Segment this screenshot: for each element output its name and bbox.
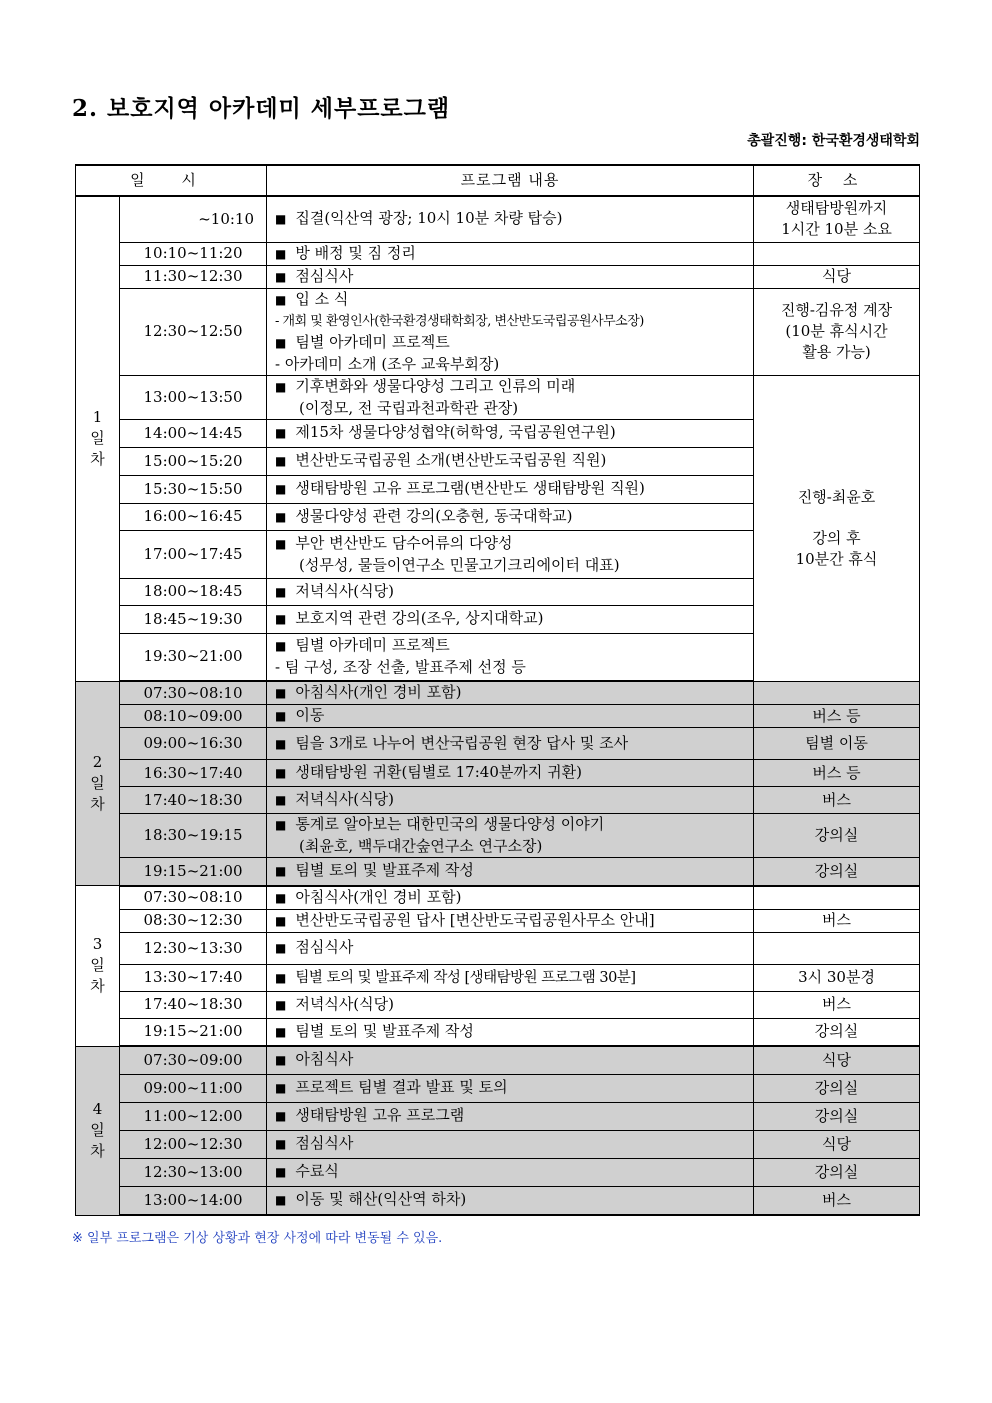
- program-cell: [267, 1074, 754, 1102]
- program-cell: [267, 858, 754, 886]
- program-text: 부안 변산반도 담수어류의 다양성: [295, 533, 513, 552]
- time-cell: ~10:10: [120, 196, 267, 242]
- day3-block: [76, 886, 920, 1047]
- table-row: [76, 858, 920, 886]
- bullet-icon: ■: [275, 793, 287, 807]
- program-cell: [267, 242, 754, 265]
- program-cell: [267, 814, 754, 858]
- day-label: 3 일 차: [76, 886, 120, 1047]
- place-cell: 강의실: [754, 1158, 920, 1186]
- place-cell: 버스 등: [754, 705, 920, 728]
- program-cell: [267, 1102, 754, 1130]
- program-text: 팀별 토의 및 발표주제 작성: [295, 861, 474, 880]
- program-text: 팀별 토의 및 발표주제 작성 [생태탐방원 프로그램 30분]: [295, 969, 636, 986]
- place-cell: 버스: [754, 909, 920, 932]
- program-text: 제15차 생물다양성협약(허학영, 국립공원연구원): [295, 423, 616, 441]
- program-cell: [267, 964, 754, 991]
- time-cell: 15:30~15:50: [120, 475, 267, 503]
- organizer-label: 총괄진행: 한국환경생태학회: [747, 133, 920, 149]
- table-row: [76, 932, 920, 964]
- day2-block: [76, 681, 920, 886]
- time-cell: 17:40~18:30: [120, 787, 267, 814]
- table-row: [76, 1018, 920, 1046]
- bullet-icon: ■: [275, 1137, 287, 1151]
- table-row: [76, 814, 920, 858]
- program-text: 이동: [295, 706, 325, 724]
- program-cell: [267, 1130, 754, 1158]
- time-cell: 19:15~21:00: [120, 858, 267, 886]
- program-text: 아침식사(개인 경비 포함): [295, 887, 462, 906]
- program-text: 팀별 아카데미 프로젝트: [295, 332, 450, 351]
- program-cell: [267, 991, 754, 1018]
- program-text: 점심식사: [295, 938, 354, 956]
- program-cell: [267, 909, 754, 932]
- table-row: [76, 1102, 920, 1130]
- time-cell: 14:00~14:45: [120, 419, 267, 447]
- bullet-icon: ■: [275, 509, 287, 524]
- place-cell: 강의실: [754, 1102, 920, 1130]
- day-label: 4 일 차: [76, 1046, 120, 1215]
- place-cell: 버스 등: [754, 760, 920, 787]
- table-row: [76, 728, 920, 760]
- table-row: [76, 681, 920, 705]
- place-cell: [754, 288, 920, 375]
- time-cell: 19:15~21:00: [120, 1018, 267, 1046]
- program-text: 아침식사: [295, 1050, 354, 1069]
- time-cell: 19:30~21:00: [120, 633, 267, 681]
- place-cell: 강의실: [754, 814, 920, 858]
- bullet-icon: ■: [275, 482, 287, 496]
- table-row: [76, 886, 920, 910]
- table-row: [76, 1186, 920, 1215]
- time-cell: 18:00~18:45: [120, 578, 267, 605]
- place-cell: 식당: [754, 1046, 920, 1074]
- bullet-icon: ■: [275, 335, 287, 350]
- program-subtext: - 아카데미 소개 (조우 교육부회장): [275, 354, 500, 373]
- time-cell: 15:00~15:20: [120, 447, 267, 475]
- program-text: 팀별 아카데미 프로젝트: [295, 636, 450, 655]
- program-cell: [267, 1186, 754, 1215]
- program-text: 변산반도국립공원 소개(변산반도국립공원 직원): [295, 451, 607, 469]
- program-text: 아침식사(개인 경비 포함): [295, 683, 462, 701]
- place-text: 강의 후: [812, 528, 861, 547]
- place-text: 진행-김유정 계장: [780, 301, 893, 319]
- place-cell: 식당: [754, 265, 920, 288]
- bullet-icon: ■: [275, 997, 287, 1012]
- place-text: 진행-최윤호: [797, 487, 876, 506]
- time-cell: 08:10~09:00: [120, 705, 267, 728]
- program-text: 생태탐방원 고유 프로그램(변산반도 생태탐방원 직원): [295, 479, 645, 497]
- header-program: 프로그램 내용: [267, 165, 754, 196]
- program-text: 팀을 3개로 나누어 변산국립공원 현장 답사 및 조사: [295, 733, 629, 752]
- time-cell: 11:00~12:00: [120, 1102, 267, 1130]
- place-cell: 강의실: [754, 1018, 920, 1046]
- place-cell: [754, 196, 920, 242]
- schedule-table: [75, 164, 920, 1216]
- table-row: [76, 909, 920, 932]
- bullet-icon: ■: [275, 1109, 287, 1123]
- bullet-icon: ■: [275, 639, 287, 654]
- program-text: 방 배정 및 짐 정리: [295, 243, 416, 262]
- place-text: 1시간 10분 소요: [781, 220, 892, 239]
- time-cell: 09:00~16:30: [120, 728, 267, 760]
- program-text: 생태탐방원 고유 프로그램: [295, 1106, 465, 1124]
- bullet-icon: ■: [275, 212, 287, 227]
- table-row: [76, 787, 920, 814]
- place-text: 생태탐방원까지: [785, 199, 888, 218]
- bullet-icon: ■: [275, 454, 287, 468]
- table-row: [76, 991, 920, 1018]
- bullet-icon: ■: [275, 864, 287, 879]
- time-cell: 13:00~14:00: [120, 1186, 267, 1215]
- bullet-icon: ■: [275, 709, 287, 723]
- program-cell: [267, 419, 754, 447]
- bullet-icon: ■: [275, 426, 287, 440]
- place-cell: 3시 30분경: [754, 964, 920, 991]
- table-row: [76, 964, 920, 991]
- time-cell: 07:30~08:10: [120, 681, 267, 705]
- place-cell: [754, 932, 920, 964]
- bullet-icon: ■: [275, 818, 287, 832]
- header-date: 일 시: [76, 165, 267, 196]
- program-cell: [267, 530, 754, 578]
- time-cell: 17:40~18:30: [120, 991, 267, 1018]
- place-cell: [754, 242, 920, 265]
- program-text: 프로젝트 팀별 결과 발표 및 토의: [295, 1078, 508, 1096]
- program-cell: [267, 1046, 754, 1074]
- program-subtext: (이정모, 전 국립과천과학관 관장): [299, 398, 519, 417]
- program-cell: [267, 633, 754, 681]
- bullet-icon: ■: [275, 379, 287, 394]
- program-cell: [267, 375, 754, 419]
- program-text: 점심식사: [295, 266, 354, 285]
- program-cell: [267, 265, 754, 288]
- program-text: 기후변화와 생물다양성 그리고 인류의 미래: [295, 376, 576, 395]
- program-cell: [267, 288, 754, 375]
- program-subtext: (성무성, 물들이연구소 민물고기크리에이터 대표): [299, 555, 620, 574]
- day4-block: [76, 1046, 920, 1215]
- bullet-icon: ■: [275, 766, 287, 780]
- place-cell-merged: [754, 375, 920, 681]
- bullet-icon: ■: [275, 1193, 287, 1208]
- program-cell: [267, 728, 754, 760]
- time-cell: 18:45~19:30: [120, 605, 267, 633]
- table-row: [76, 1074, 920, 1102]
- time-cell: 09:00~11:00: [120, 1074, 267, 1102]
- bullet-icon: ■: [275, 269, 287, 284]
- program-text: 생태탐방원 귀환(팀별로 17:40분까지 귀환): [295, 763, 582, 781]
- table-row: [76, 265, 920, 288]
- place-cell: 버스: [754, 1186, 920, 1215]
- place-cell: 식당: [754, 1130, 920, 1158]
- program-subtext: - 개회 및 환영인사(한국환경생태학회장, 변산반도국립공원사무소장): [275, 313, 644, 329]
- program-text: 저녁식사(식당): [295, 581, 394, 600]
- place-cell: 버스: [754, 787, 920, 814]
- time-cell: 12:30~13:30: [120, 932, 267, 964]
- program-cell: [267, 503, 754, 530]
- program-cell: [267, 760, 754, 787]
- footnote: ※ 일부 프로그램은 기상 상황과 현장 사정에 따라 변동될 수 있음.: [72, 1231, 443, 1246]
- program-cell: [267, 705, 754, 728]
- time-cell: 18:30~19:15: [120, 814, 267, 858]
- program-cell: [267, 605, 754, 633]
- bullet-icon: ■: [275, 970, 287, 985]
- table-row: [76, 1158, 920, 1186]
- time-cell: 08:30~12:30: [120, 909, 267, 932]
- table-row: [76, 375, 920, 419]
- place-cell: [754, 886, 920, 910]
- program-text: 점심식사: [295, 1134, 354, 1152]
- program-subtext: - 팀 구성, 조장 선출, 발표주제 선정 등: [275, 658, 526, 677]
- table-row: [76, 1130, 920, 1158]
- program-cell: [267, 787, 754, 814]
- table-row: [76, 760, 920, 787]
- place-text: 활용 가능): [802, 343, 871, 361]
- place-cell: 팀별 이동: [754, 728, 920, 760]
- program-text: 팀별 토의 및 발표주제 작성: [295, 1021, 474, 1040]
- program-text: 저녁식사(식당): [295, 790, 394, 808]
- program-text: 수료식: [295, 1162, 339, 1180]
- bullet-icon: ■: [275, 736, 287, 751]
- program-text: 입 소 식: [295, 289, 349, 308]
- program-text: 보호지역 관련 강의(조우, 상지대학교): [295, 609, 544, 627]
- bullet-icon: ■: [275, 292, 287, 307]
- time-cell: 10:10~11:20: [120, 242, 267, 265]
- place-cell: [754, 681, 920, 705]
- table-row: [76, 705, 920, 728]
- program-text: 생물다양성 관련 강의(오충현, 동국대학교): [295, 506, 573, 525]
- program-cell: [267, 932, 754, 964]
- bullet-icon: ■: [275, 246, 287, 261]
- time-cell: 12:00~12:30: [120, 1130, 267, 1158]
- program-cell: [267, 1018, 754, 1046]
- table-row: [76, 288, 920, 375]
- bullet-icon: ■: [275, 584, 287, 599]
- time-cell: 12:30~12:50: [120, 288, 267, 375]
- time-cell: 07:30~08:10: [120, 886, 267, 910]
- bullet-icon: ■: [275, 686, 287, 700]
- program-text: 이동 및 해산(익산역 하차): [295, 1190, 467, 1209]
- time-cell: 17:00~17:45: [120, 530, 267, 578]
- place-cell: 강의실: [754, 858, 920, 886]
- time-cell: 13:00~13:50: [120, 375, 267, 419]
- program-subtext: (최윤호, 백두대간숲연구소 연구소장): [299, 837, 543, 855]
- header-place: 장 소: [754, 165, 920, 196]
- program-text: 집결(익산역 광장; 10시 10분 차량 탑승): [295, 209, 563, 228]
- day-label: 2 일 차: [76, 681, 120, 886]
- day-label: 1 일 차: [76, 196, 120, 681]
- table-row: [76, 242, 920, 265]
- bullet-icon: ■: [275, 1165, 287, 1179]
- program-text: 변산반도국립공원 답사 [변산반도국립공원사무소 안내]: [295, 910, 655, 929]
- place-text: (10분 휴식시간: [785, 322, 888, 340]
- program-text: 통계로 알아보는 대한민국의 생물다양성 이야기: [295, 815, 605, 833]
- time-cell: 12:30~13:00: [120, 1158, 267, 1186]
- bullet-icon: ■: [275, 1081, 287, 1095]
- program-cell: [267, 475, 754, 503]
- bullet-icon: ■: [275, 890, 287, 905]
- place-text: 10분간 휴식: [795, 549, 878, 568]
- table-header-row: [76, 165, 920, 196]
- bullet-icon: ■: [275, 612, 287, 626]
- time-cell: 16:00~16:45: [120, 503, 267, 530]
- document-title: 2. 보호지역 아카데미 세부프로그램: [72, 95, 451, 122]
- program-cell: [267, 886, 754, 910]
- program-cell: [267, 1158, 754, 1186]
- time-cell: 16:30~17:40: [120, 760, 267, 787]
- place-cell: 버스: [754, 991, 920, 1018]
- bullet-icon: ■: [275, 1024, 287, 1039]
- program-cell: [267, 578, 754, 605]
- bullet-icon: ■: [275, 1053, 287, 1068]
- time-cell: 13:30~17:40: [120, 964, 267, 991]
- table-row: [76, 196, 920, 242]
- program-text: 저녁식사(식당): [295, 994, 394, 1013]
- time-cell: 07:30~09:00: [120, 1046, 267, 1074]
- program-cell: [267, 447, 754, 475]
- place-cell: 강의실: [754, 1074, 920, 1102]
- program-cell: [267, 196, 754, 242]
- table-row: [76, 1046, 920, 1074]
- day1-block: [76, 196, 920, 681]
- time-cell: 11:30~12:30: [120, 265, 267, 288]
- bullet-icon: ■: [275, 536, 287, 551]
- bullet-icon: ■: [275, 913, 287, 928]
- program-cell: [267, 681, 754, 705]
- bullet-icon: ■: [275, 941, 287, 955]
